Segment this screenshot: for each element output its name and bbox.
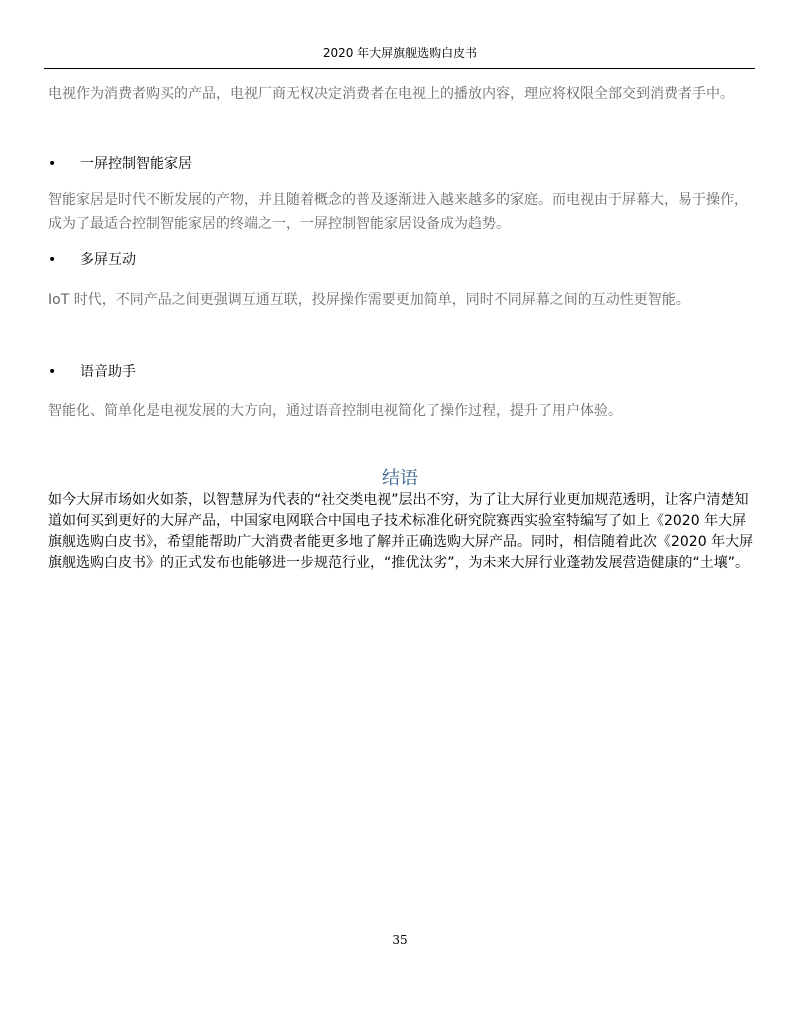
conclusion-heading: 结语 bbox=[382, 468, 418, 489]
bullet-label: 一屏控制智能家居 bbox=[80, 156, 192, 172]
bullet-voice bbox=[48, 360, 748, 384]
bullet-icon: • bbox=[48, 156, 57, 172]
bullet-label: 语音助手 bbox=[80, 364, 136, 380]
conclusion-paragraph: 如今大屏市场如火如荼，以智慧屏为代表的“社交类电视”层出不穷，为了让大屏行业更加规范透明，让客户清楚知道如何买到更好的大屏产品，中国家电网联合中国电子技术标准化研究院赛西实验室特编写了如上《2020 年大屏旗舰选购白皮书》，希望能帮助广大消费者能更多地了解并正确选购大屏产品。同时，相信随着此次《2020 年大屏旗舰选购白皮书》的正式发布也能够进一步规范行业，“推优汰劣”，为未来大屏行业蓬勃发展营造健康的“土壤”。 bbox=[48, 492, 754, 571]
voice-paragraph: 智能化、简单化是电视发展的大方向，通过语音控制电视简化了操作过程，提升了用户体验。 bbox=[48, 403, 622, 419]
page-number: 35 bbox=[392, 933, 408, 947]
smart-home-paragraph: 智能家居是时代不断发展的产物，并且随着概念的普及逐渐进入越来越多的家庭。而电视由于屏幕大，易于操作，成为了最适合控制智能家居的终端之一，一屏控制智能家居设备成为趋势。 bbox=[48, 192, 748, 232]
bullet-multi-screen bbox=[48, 248, 748, 272]
running-header: 2020 年大屏旗舰选购白皮书 bbox=[322, 46, 478, 60]
intro-paragraph: 电视作为消费者购买的产品，电视厂商无权决定消费者在电视上的播放内容，理应将权限全部交到消费者手中。 bbox=[48, 86, 734, 102]
bullet-smart-home bbox=[48, 152, 748, 176]
bullet-icon: • bbox=[48, 364, 57, 380]
multi-screen-paragraph: IoT 时代，不同产品之间更强调互通互联，投屏操作需要更加简单，同时不同屏幕之间的互动性更智能。 bbox=[48, 292, 690, 308]
bullet-label: 多屏互动 bbox=[80, 252, 136, 268]
header-divider bbox=[44, 68, 755, 69]
bullet-icon: • bbox=[48, 252, 57, 268]
